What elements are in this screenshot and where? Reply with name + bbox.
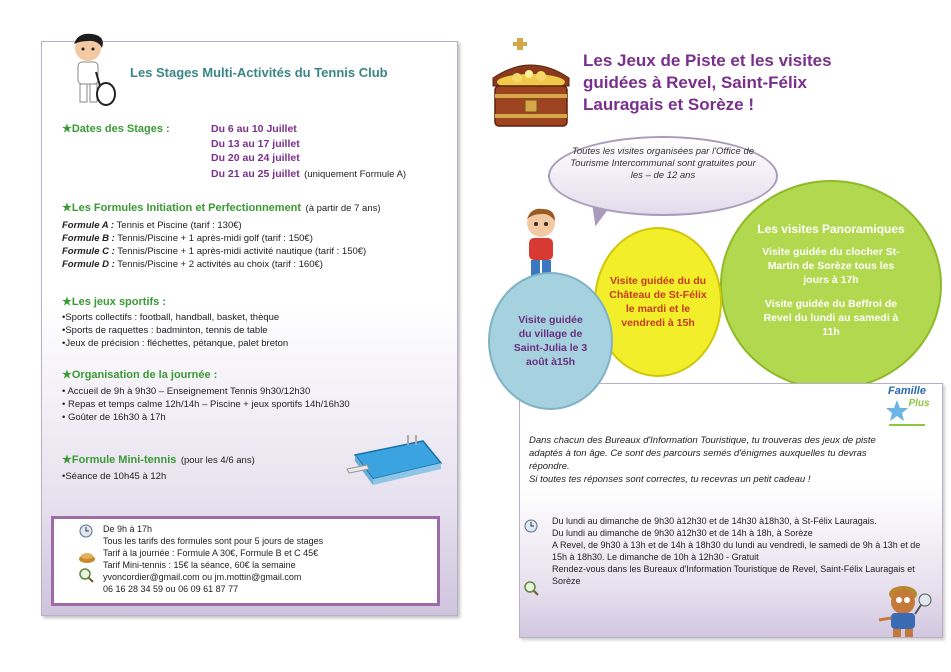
jeux-de-piste-title: Les Jeux de Piste et les visites guidées à Revel, Saint-Félix Lauragais et Sorèze ! bbox=[583, 51, 832, 114]
contact-email[interactable]: yvoncordier@gmail.com ou jm.mottin@gmail.com bbox=[103, 572, 302, 582]
circle-saint-julia-visit bbox=[488, 272, 613, 410]
list-item: •Séance de 10h45 à 12h bbox=[62, 471, 167, 482]
sports-section bbox=[62, 295, 442, 350]
info-line: Tous les tarifs des formules sont pour 5 jours de stages bbox=[103, 536, 324, 546]
hours-line: Du lundi au dimanche de 9h30 à12h30 et de 14h30 à18h30, à St-Félix Lauragais. bbox=[552, 516, 877, 526]
list-item: • Goûter de 16h30 à 17h bbox=[62, 412, 166, 423]
date-line: Du 13 au 17 juillet bbox=[211, 137, 300, 150]
mini-tennis-section bbox=[62, 450, 362, 483]
clock-icon bbox=[523, 519, 539, 533]
panoramic-title: Les visites Panoramiques bbox=[757, 221, 905, 236]
explorer-mascot-illustration bbox=[873, 580, 935, 640]
jeux-de-piste-intro: Dans chacun des Bureaux d'Information Touristique, tu trouveras des jeux de piste adaptés à ton âge. Ce sont des parcours semés d'énigmes auxquelles tu devras répondre. Si toutes tes réponses sont correctes, tu recevras un petit cadeau ! bbox=[529, 435, 876, 485]
magnifier-icon bbox=[523, 580, 539, 596]
panoramic-visit-1: Visite guidée du clocher St-Martin de Sorèze tous les jours à 17h bbox=[762, 245, 900, 286]
formule-row: Formule D : Tennis/Piscine + 2 activités au choix (tarif : 160€) bbox=[62, 259, 323, 270]
svg-text:Plus: Plus bbox=[908, 398, 930, 409]
speech-bubble-text: Toutes les visites organisées par l'Office de Tourisme Intercommunal sont gratuites pour les – de 12 ans bbox=[570, 146, 756, 181]
dates-label: ★Dates des Stages : bbox=[62, 123, 170, 135]
clock-icon bbox=[78, 524, 94, 538]
money-icon bbox=[78, 550, 96, 564]
hours-line: Rendez-vous dans les Bureaux d'Information Touristique de Revel, Saint-Félix Lauragais et Sorèze bbox=[552, 564, 915, 586]
chateau-visit-text: Visite guidée du du Château de St-Félix le mardi et le vendredi à 15h bbox=[609, 275, 707, 329]
mini-age-note: (pour les 4/6 ans) bbox=[180, 455, 255, 466]
magnifier-icon bbox=[78, 567, 94, 583]
orga-heading: ★Organisation de la journée : bbox=[62, 369, 218, 381]
formule-row: Formule C : Tennis/Piscine + 1 après-midi activité nautique (tarif : 150€) bbox=[62, 246, 367, 257]
saint-julia-visit-text: Visite guidée du village de Saint-Julia le 3 août à15h bbox=[513, 314, 588, 368]
date-note: (uniquement Formule A) bbox=[304, 168, 407, 180]
date-line: Du 21 au 25 juillet bbox=[211, 167, 300, 180]
organisation-section bbox=[62, 368, 442, 424]
formules-section bbox=[62, 198, 452, 271]
svg-text:Famille: Famille bbox=[888, 385, 926, 397]
hours-line: Du lundi au dimanche de 9h30 à12h30 et de 14h à 18h, à Sorèze bbox=[552, 528, 813, 538]
date-line: Du 20 au 24 juillet bbox=[211, 152, 300, 164]
hours-line: A Revel, de 9h30 à 13h et de 14h à 18h30 du lundi au vendredi, le samedi de 9h à 13h et de 15h à 18h30. Le dimanche de 10h à 12h30 - Gratuit bbox=[552, 540, 921, 562]
contact-phone: 06 16 28 34 59 ou 06 09 61 87 77 bbox=[103, 584, 239, 594]
sports-heading: ★Les jeux sportifs : bbox=[62, 296, 166, 308]
circle-panoramic-visits bbox=[720, 180, 942, 390]
panoramic-visit-2: Visite guidée du Beffroi de Revel du lundi au samedi à 11h bbox=[763, 297, 899, 338]
opening-hours bbox=[552, 515, 937, 587]
circle-chateau-visit bbox=[594, 227, 722, 377]
list-item: •Jeux de précision : fléchettes, pétanque, palet breton bbox=[62, 338, 289, 349]
mini-heading: ★Formule Mini-tennis bbox=[62, 454, 177, 466]
info-line: De 9h à 17h bbox=[103, 524, 153, 534]
list-item: •Sports de raquettes : badminton, tennis de table bbox=[62, 325, 268, 336]
list-item: • Repas et temps calme 12h/14h – Piscine + jeux sportifs 14h/16h30 bbox=[62, 399, 350, 410]
famille-plus-logo bbox=[879, 378, 935, 430]
cadeau-line: Si toutes tes réponses sont correctes, tu recevras un petit cadeau ! bbox=[529, 474, 811, 485]
info-line: Tarif à la journée : Formule A 30€, Formule B et C 45€ bbox=[103, 548, 319, 558]
info-box bbox=[51, 516, 440, 606]
list-item: • Accueil de 9h à 9h30 – Enseignement Tennis 9h30/12h30 bbox=[62, 386, 311, 397]
list-item: •Sports collectifs : football, handball, basket, thèque bbox=[62, 312, 280, 323]
info-line: Tarif Mini-tennis : 15€ la séance, 60€ la semaine bbox=[103, 560, 296, 570]
treasure-chest-illustration bbox=[487, 38, 575, 133]
swimming-pool-illustration bbox=[345, 433, 445, 489]
date-line: Du 6 au 10 Juillet bbox=[211, 123, 297, 135]
tennis-club-title: Les Stages Multi-Activités du Tennis Club bbox=[130, 65, 388, 80]
formules-age-note: (à partir de 7 ans) bbox=[305, 203, 381, 214]
formules-heading: ★Les Formules Initiation et Perfectionnement bbox=[62, 202, 302, 214]
formule-row: Formule A : Tennis et Piscine (tarif : 130€) bbox=[62, 220, 242, 231]
formule-row: Formule B : Tennis/Piscine + 1 après-midi golf (tarif : 150€) bbox=[62, 233, 313, 244]
tennis-kid-illustration bbox=[62, 32, 118, 112]
